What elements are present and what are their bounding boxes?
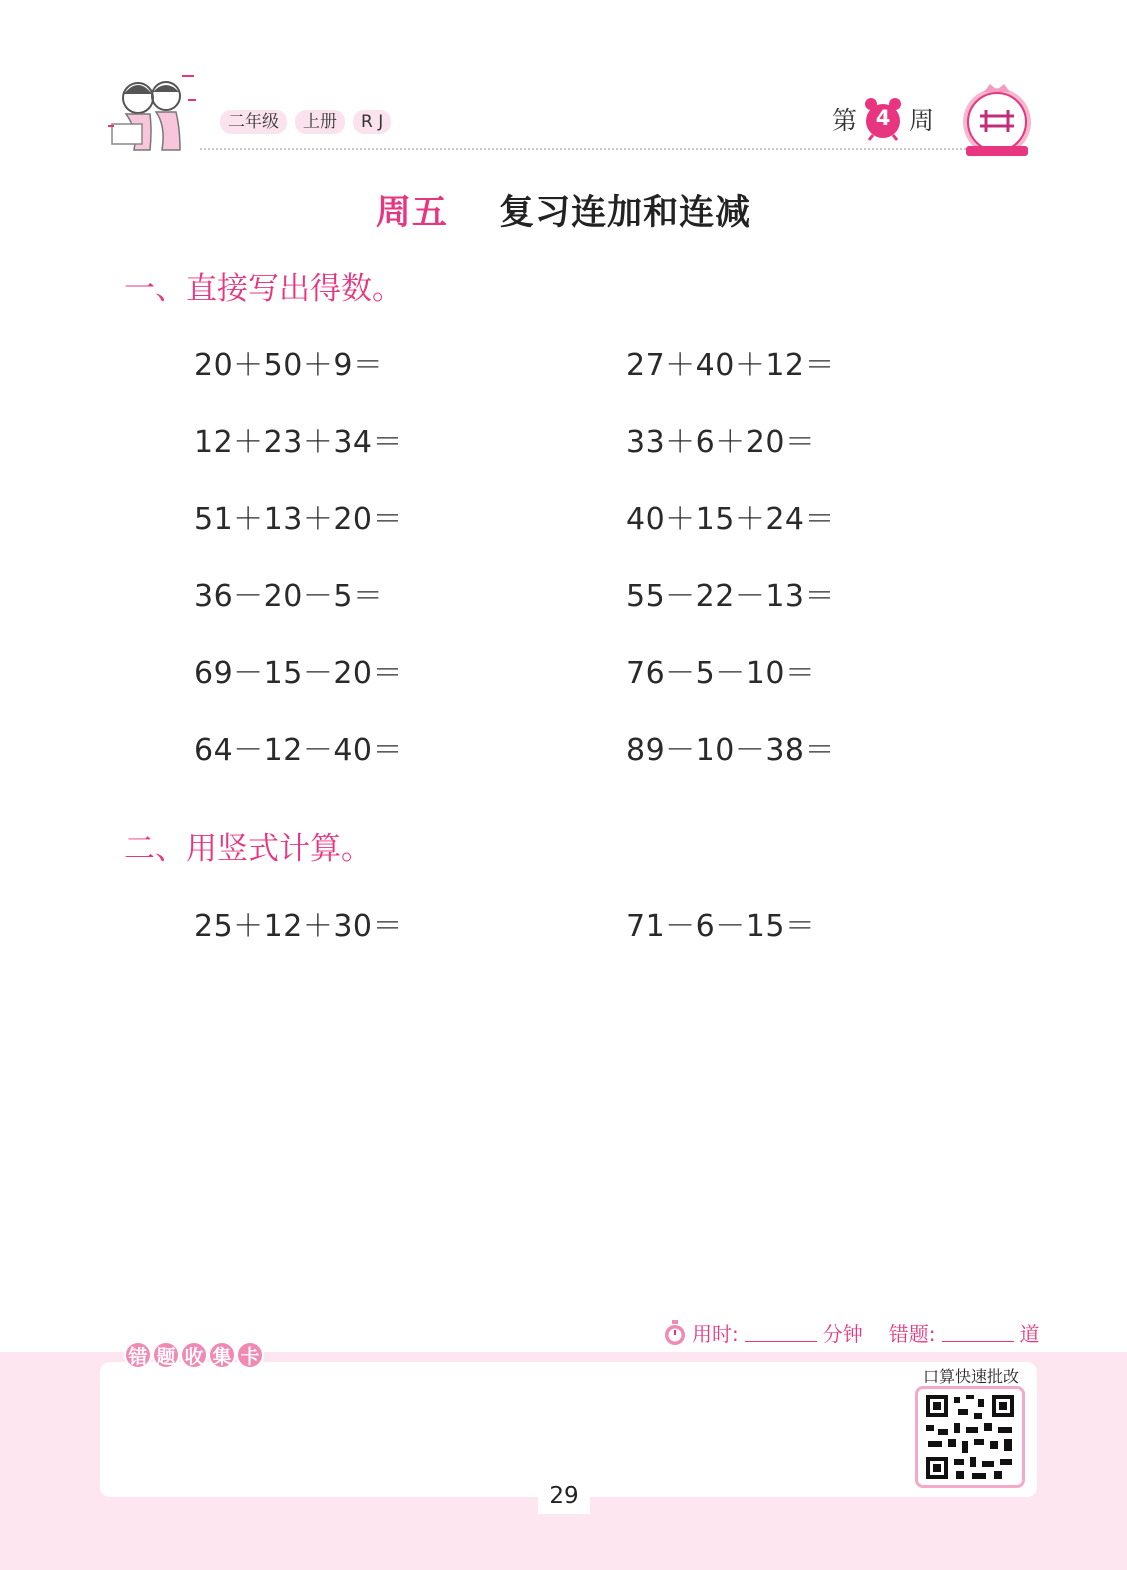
expression: 89－10－38＝ <box>626 733 836 768</box>
expression: 33＋6＋20＝ <box>626 425 816 460</box>
card-label-char: 卡 <box>240 1346 260 1368</box>
time-unit: 分钟 <box>822 1322 863 1346</box>
time-and-errors-line <box>662 1318 1040 1347</box>
grade-chip: 二年级 <box>220 110 287 134</box>
title-day: 周五 <box>375 193 448 233</box>
section-1-heading: 一、直接写出得数。 <box>124 271 403 307</box>
qr-frame <box>915 1386 1025 1488</box>
card-label-char: 错 <box>128 1346 148 1368</box>
stopwatch-icon <box>662 1320 688 1346</box>
card-label-char: 题 <box>156 1346 176 1368</box>
time-blank[interactable] <box>745 1323 817 1342</box>
expression: 12＋23＋34＝ <box>194 425 404 460</box>
expression: 40＋15＋24＝ <box>626 502 836 537</box>
qr-title: 口算快速批改 <box>922 1367 1019 1386</box>
kids-illustration <box>104 70 204 156</box>
week-suffix: 周 <box>909 106 935 135</box>
card-label-char: 集 <box>212 1346 232 1368</box>
card-label-char: 收 <box>184 1346 204 1368</box>
expression: 36－20－5＝ <box>194 579 384 614</box>
expression: 71－6－15＝ <box>626 909 816 944</box>
week-indicator <box>832 97 934 141</box>
edition-chip: R J <box>353 110 391 134</box>
errors-label: 错题: <box>888 1322 936 1346</box>
expression: 27＋40＋12＝ <box>626 348 836 383</box>
page-number: 29 <box>538 1474 590 1514</box>
expression: 69－15－20＝ <box>194 656 404 691</box>
expression: 55－22－13＝ <box>626 579 836 614</box>
expression: 64－12－40＝ <box>194 733 404 768</box>
expression: 51＋13＋20＝ <box>194 502 404 537</box>
mistake-card-label <box>124 1341 264 1369</box>
errors-blank[interactable] <box>942 1323 1014 1342</box>
header-divider <box>200 148 990 150</box>
page-title <box>0 185 1127 235</box>
brand-logo-badge <box>958 80 1036 160</box>
qr-panel <box>913 1364 1029 1492</box>
time-label: 用时: <box>692 1322 739 1346</box>
expression: 25＋12＋30＝ <box>194 909 404 944</box>
grade-chips <box>220 110 391 134</box>
expression: 76－5－10＝ <box>626 656 816 691</box>
errors-unit: 道 <box>1019 1322 1040 1346</box>
expression: 20＋50＋9＝ <box>194 348 384 383</box>
week-number: 4 <box>875 106 891 130</box>
title-topic: 复习连加和连减 <box>499 193 752 233</box>
section-2-heading: 二、用竖式计算。 <box>124 831 372 867</box>
week-prefix: 第 <box>832 106 858 135</box>
qr-code-icon[interactable] <box>918 1389 1022 1485</box>
volume-chip: 上册 <box>295 110 345 134</box>
alarm-clock-icon <box>863 97 903 141</box>
